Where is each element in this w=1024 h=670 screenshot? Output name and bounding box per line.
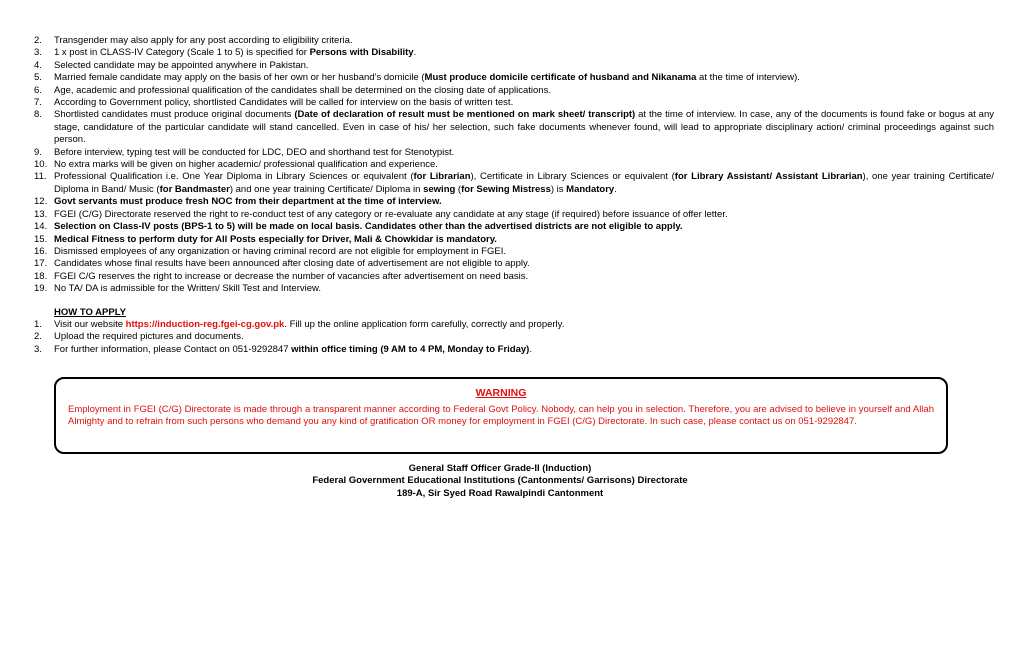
- item-number: 15.: [34, 233, 48, 245]
- item-number: 2.: [34, 35, 42, 46]
- apply-step: [34, 331, 994, 343]
- list-item: [34, 109, 994, 146]
- item-number: 14.: [34, 221, 48, 233]
- item-number: 19.: [34, 283, 48, 295]
- text-segment: Dismissed employees of any organization or having criminal record are not eligible for employment in FGEI.: [54, 245, 506, 257]
- emphasis-text: for Library Assistant/ Assistant Librarian: [674, 171, 863, 183]
- warning-body: Employment in FGEI (C/G) Directorate is made through a transparent manner according to Federal Govt Policy. Nobody, can help you in selection. Therefore, you are advised to believe in yourself and Allah Almighty and to refrain from such persons who demand you any kind of gratification OR money for employment in FGEI (C/G) Directorate. In such case, please contact us on 051-9292847.: [68, 404, 934, 428]
- item-text: [54, 271, 994, 283]
- text-segment: Shortlisted candidates must produce original documents: [54, 109, 295, 121]
- text-segment: ), one year training Certificate/ Diploma in Band/ Music (: [54, 171, 994, 195]
- text-segment: Married female candidate may apply on the basis of her own or her husband’s domicile (: [54, 72, 425, 84]
- text-segment: (: [455, 183, 462, 195]
- text-segment: Visit our website: [54, 318, 126, 330]
- list-item: [34, 221, 994, 233]
- item-number: 8.: [34, 109, 42, 121]
- text-segment: Upload the required pictures and documents.: [54, 331, 244, 343]
- item-text: [54, 196, 994, 208]
- text-segment: .: [529, 343, 532, 355]
- signature-block: [0, 463, 1000, 500]
- item-number: 3.: [34, 47, 42, 59]
- text-segment: Professional Qualification i.e. One Year Diploma in Library Sciences or equivalent (: [54, 171, 414, 183]
- item-number: 9.: [34, 146, 42, 158]
- emphasis-text: Mandatory: [566, 183, 615, 195]
- item-number: 7.: [34, 97, 42, 109]
- emphasis-text: Must produce domicile certificate of husband and Nikanama: [424, 72, 697, 84]
- text-segment: .: [614, 183, 617, 195]
- instructions-section: [34, 35, 994, 356]
- text-segment: ) is: [550, 183, 567, 195]
- item-number: 16.: [34, 245, 48, 257]
- item-number: 5.: [34, 72, 42, 84]
- text-segment: FGEI C/G reserves the right to increase or decrease the number of vacancies after advertisement on need basis.: [54, 270, 529, 282]
- item-text: [54, 85, 994, 97]
- item-number: 1.: [34, 318, 42, 330]
- list-item: [34, 283, 994, 295]
- text-segment: Transgender may also apply for any post according to eligibility criteria.: [54, 35, 353, 46]
- item-text: [54, 159, 994, 171]
- item-text: [54, 283, 994, 295]
- organization-name: Federal Government Educational Institutions (Cantonments/ Garrisons) Directorate: [312, 475, 688, 487]
- list-item: [34, 85, 994, 97]
- item-number: 2.: [34, 331, 42, 343]
- item-text: [54, 60, 994, 72]
- apply-step: [34, 344, 994, 356]
- eligibility-list: [34, 35, 994, 296]
- item-number: 4.: [34, 59, 42, 71]
- item-number: 17.: [34, 258, 48, 270]
- list-item: [34, 159, 994, 171]
- item-text: [54, 35, 994, 47]
- list-item: [34, 60, 994, 72]
- item-text: [54, 234, 994, 246]
- list-item: [34, 258, 994, 270]
- emphasis-text: Selection on Class-IV posts (BPS-1 to 5) will be made on local basis. Candidates other than the advertised districts are not eligible to apply.: [54, 221, 683, 233]
- organization-address: 189-A, Sir Syed Road Rawalpindi Cantonment: [396, 487, 604, 499]
- officer-title: General Staff Officer Grade-II (Induction): [408, 463, 592, 474]
- item-text: [54, 344, 994, 356]
- item-text: [54, 97, 994, 109]
- warning-box: [54, 377, 948, 454]
- list-item: [34, 35, 994, 47]
- text-segment: Selected candidate may be appointed anywhere in Pakistan.: [54, 59, 309, 71]
- text-segment: For further information, please Contact on 051-9292847: [54, 343, 292, 355]
- warning-title: WARNING: [475, 387, 527, 399]
- text-segment: 1 x post in CLASS-IV Category (Scale 1 to 5) is specified for: [54, 47, 310, 59]
- text-segment: . Fill up the online application form carefully, correctly and properly.: [284, 318, 565, 330]
- list-item: [34, 72, 994, 84]
- text-segment: FGEI (C/G) Directorate reserved the right to re-conduct test of any category or re-evaluate any candidate at any stage (if required) before issuance of offer letter.: [54, 208, 728, 220]
- text-segment: No TA/ DA is admissible for the Written/ Skill Test and Interview.: [54, 283, 321, 295]
- list-item: [34, 171, 994, 196]
- text-segment: at the time of interview).: [696, 72, 800, 84]
- item-text: [54, 331, 994, 343]
- emphasis-text: (Date of declaration of result must be mentioned on mark sheet/ transcript): [294, 109, 636, 121]
- text-segment: ), Certificate in Library Sciences or equivalent (: [470, 171, 675, 183]
- list-item: [34, 47, 994, 59]
- text-segment: at the time of interview. In case, any of the documents is found fake or bogus at any stage, candidature of the particular candidate will stand cancelled. Even in case of his/ her selection, such fake documents whenever found, will lead to appropriate disciplinary action/ criminal proceedings against such person.: [54, 109, 994, 146]
- item-number: 10.: [34, 159, 48, 171]
- item-text: [54, 319, 994, 331]
- text-segment: Candidates whose final results have been announced after closing date of advertisement are not eligible to apply.: [54, 258, 530, 270]
- emphasis-text: for Sewing Mistress: [461, 183, 551, 195]
- item-text: [54, 258, 994, 270]
- emphasis-text: Persons with Disability: [309, 47, 414, 59]
- text-segment: According to Government policy, shortlisted Candidates will be called for interview on the basis of written test.: [54, 97, 514, 109]
- apply-step: [34, 319, 994, 331]
- item-number: 6.: [34, 84, 42, 96]
- list-item: [34, 246, 994, 258]
- item-number: 12.: [34, 196, 48, 208]
- text-segment: Before interview, typing test will be conducted for LDC, DEO and shorthand test for Stenotypist.: [54, 146, 455, 158]
- text-segment: No extra marks will be given on higher academic/ professional qualification and experience.: [54, 159, 438, 171]
- list-item: [34, 234, 994, 246]
- text-segment: Age, academic and professional qualification of the candidates shall be determined on the closing date of applications.: [54, 84, 551, 96]
- emphasis-text: for Librarian: [413, 171, 471, 183]
- emphasis-text: for Bandmaster: [159, 183, 230, 195]
- text-segment: .: [413, 47, 417, 59]
- how-to-apply-heading: HOW TO APPLY: [54, 306, 126, 318]
- item-text: [54, 47, 994, 59]
- item-number: 13.: [34, 208, 48, 220]
- how-to-apply-list: [34, 319, 994, 356]
- item-text: [54, 109, 994, 146]
- list-item: [34, 97, 994, 109]
- item-number: 18.: [34, 270, 48, 282]
- emphasis-text: sewing: [423, 183, 456, 195]
- item-text: [54, 221, 994, 233]
- text-segment: ) and one year training Certificate/ Diploma in: [229, 183, 424, 195]
- list-item: [34, 271, 994, 283]
- list-item: [34, 147, 994, 159]
- list-item: [34, 209, 994, 221]
- emphasis-text: within office timing (9 AM to 4 PM, Monday to Friday): [291, 343, 530, 355]
- item-text: [54, 209, 994, 221]
- item-text: [54, 246, 994, 258]
- item-number: 3.: [34, 343, 42, 355]
- item-number: 11.: [34, 171, 47, 183]
- list-item: [34, 196, 994, 208]
- item-text: [54, 147, 994, 159]
- item-text: [54, 171, 994, 196]
- emphasis-text: Medical Fitness to perform duty for All Posts especially for Driver, Mali & Chowkidar is mandatory.: [54, 233, 497, 245]
- website-link[interactable]: https://induction-reg.fgei-cg.gov.pk: [125, 318, 285, 330]
- item-text: [54, 72, 994, 84]
- emphasis-text: Govt servants must produce fresh NOC from their department at the time of interview.: [54, 196, 442, 208]
